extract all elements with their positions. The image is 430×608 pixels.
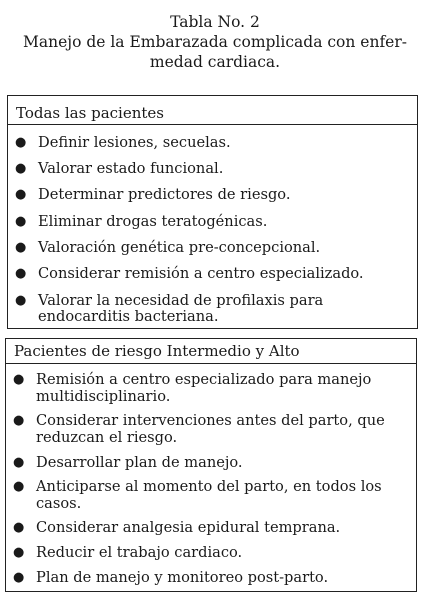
section-header: Pacientes de riesgo Intermedio y Alto — [6, 339, 416, 364]
table-caption — [0, 12, 430, 72]
list-item — [12, 570, 410, 587]
list-item-text: Desarrollar plan de manejo. — [36, 453, 243, 471]
list-item — [12, 520, 410, 537]
list-item — [14, 214, 411, 231]
section-header: Todas las pacientes — [8, 96, 417, 125]
list-item — [14, 187, 411, 204]
bullet-icon: ● — [15, 161, 27, 177]
list-item — [14, 293, 411, 326]
list-item-text: Determinar predictores de riesgo. — [38, 186, 291, 204]
bullet-icon: ● — [15, 213, 27, 229]
list-item — [14, 240, 411, 257]
bullet-icon: ● — [15, 187, 27, 203]
list-item — [14, 135, 411, 152]
list-item — [12, 479, 410, 512]
list-item — [12, 413, 410, 446]
section-list — [6, 372, 416, 586]
table-title: Tabla No. 2 — [170, 13, 260, 31]
list-item — [14, 266, 411, 283]
list-item-text: Valoración genética pre-concepcional. — [38, 238, 321, 256]
list-item-text: Eliminar drogas teratogénicas. — [38, 212, 268, 230]
list-item — [12, 455, 410, 472]
list-item-text: Considerar analgesia epidural temprana. — [36, 519, 341, 537]
section-intermediate-high-risk — [5, 338, 417, 592]
bullet-icon: ● — [13, 372, 25, 388]
list-item — [12, 545, 410, 562]
table-subtitle: Manejo de la Embarazada complicada con enfer-medad cardiaca. — [23, 33, 407, 71]
list-item-text: Definir lesiones, secuelas. — [38, 133, 231, 151]
bullet-icon: ● — [13, 413, 25, 429]
list-item — [14, 161, 411, 178]
bullet-icon: ● — [13, 569, 25, 585]
list-item-text: Anticiparse al momento del parto, en todos los casos. — [36, 478, 382, 512]
bullet-icon: ● — [15, 292, 27, 308]
section-list — [8, 135, 417, 326]
list-item — [12, 372, 410, 405]
list-item-text: Valorar la necesidad de profilaxis para endocarditis bacteriana. — [38, 291, 324, 326]
list-item-text: Valorar estado funcional. — [38, 160, 224, 178]
list-item-text: Reducir el trabajo cardiaco. — [36, 544, 243, 562]
list-item-text: Considerar remisión a centro especializado. — [38, 265, 364, 283]
bullet-icon: ● — [13, 545, 25, 561]
bullet-icon: ● — [15, 266, 27, 282]
bullet-icon: ● — [13, 479, 25, 495]
bullet-icon: ● — [13, 454, 25, 470]
list-item-text: Remisión a centro especializado para manejo multidisciplinario. — [36, 371, 372, 405]
list-item-text: Plan de manejo y monitoreo post-parto. — [36, 568, 329, 586]
bullet-icon: ● — [15, 134, 27, 150]
bullet-icon: ● — [15, 239, 27, 255]
section-all-patients — [7, 95, 418, 329]
bullet-icon: ● — [13, 520, 25, 536]
list-item-text: Considerar intervenciones antes del parto, que reduzcan el riesgo. — [36, 412, 385, 446]
